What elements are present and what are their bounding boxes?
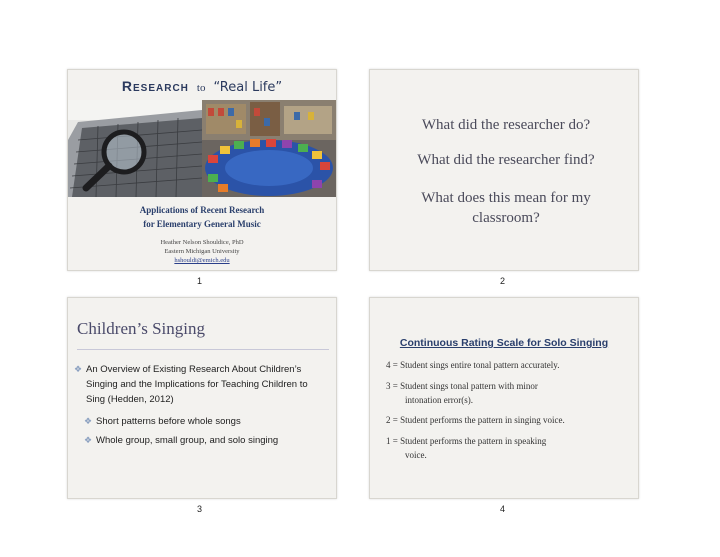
bullet-1-line-3: Sing (Hedden, 2012) xyxy=(86,394,174,405)
scale-3-line-2: intonation error(s). xyxy=(405,395,473,405)
title-divider xyxy=(77,349,329,350)
title-research: Research xyxy=(121,78,189,94)
bullet-diamond-icon: ❖ xyxy=(84,435,93,445)
question-2: What did the researcher find? xyxy=(417,152,595,168)
scale-3-line-1: 3 = Student sings tonal pattern with minor xyxy=(386,381,538,391)
question-3 xyxy=(390,188,622,228)
subtitle-line-2: for Elementary General Music xyxy=(143,219,261,229)
slide-3-title: Children’s Singing xyxy=(77,319,205,338)
sub-bullet-item xyxy=(84,414,316,429)
bullet-item xyxy=(74,362,326,407)
author-block xyxy=(68,238,336,265)
slide-1 xyxy=(67,69,337,271)
title-real-life: “Real Life” xyxy=(213,80,283,95)
scale-1-line-2: voice. xyxy=(405,450,427,460)
scale-1-line-1: 1 = Student performs the pattern in speaking xyxy=(386,436,547,446)
slide-3 xyxy=(67,297,337,499)
author-name: Heather Nelson Shouldice, PhD xyxy=(160,239,244,246)
bullet-1-line-1: An Overview of Existing Research About Children’s xyxy=(86,364,302,375)
bullet-2-text: Short patterns before whole songs xyxy=(96,416,241,427)
page-number-2: 2 xyxy=(500,276,506,286)
bullet-3-text: Whole group, small group, and solo singing xyxy=(96,435,279,446)
question-3-line-2: classroom? xyxy=(472,210,540,226)
scale-4-text: 4 = Student sings entire tonal pattern accurately. xyxy=(386,360,560,370)
title-photos xyxy=(68,100,336,197)
question-1: What did the researcher do? xyxy=(421,117,591,133)
question-3-line-1: What does this mean for my xyxy=(421,190,591,206)
sub-bullet-item xyxy=(84,433,316,448)
scale-2-text: 2 = Student performs the pattern in singing voice. xyxy=(386,415,565,425)
scale-item-2 xyxy=(386,413,631,427)
slide-4 xyxy=(369,297,639,499)
page-number-4: 4 xyxy=(500,504,506,514)
page-number-1: 1 xyxy=(197,276,203,286)
page-number-3: 3 xyxy=(197,504,203,514)
bullet-1-line-2: Singing and the Implications for Teaching Children to xyxy=(86,379,308,390)
scale-item-1 xyxy=(386,434,631,462)
subtitle-line-1: Applications of Recent Research xyxy=(139,205,265,215)
author-affiliation: Eastern Michigan University xyxy=(164,248,240,255)
author-email-link[interactable]: hshouldi@emich.edu xyxy=(174,257,230,264)
slide-1-subtitle xyxy=(68,203,336,231)
title-to: to xyxy=(196,82,206,94)
slide-2 xyxy=(369,69,639,271)
bullet-diamond-icon: ❖ xyxy=(74,364,83,374)
scale-item-3 xyxy=(386,379,631,407)
bullet-diamond-icon: ❖ xyxy=(84,416,93,426)
scale-item-4 xyxy=(386,358,631,372)
slide-1-title xyxy=(68,78,336,96)
slide-4-title: Continuous Rating Scale for Solo Singing xyxy=(399,337,609,349)
